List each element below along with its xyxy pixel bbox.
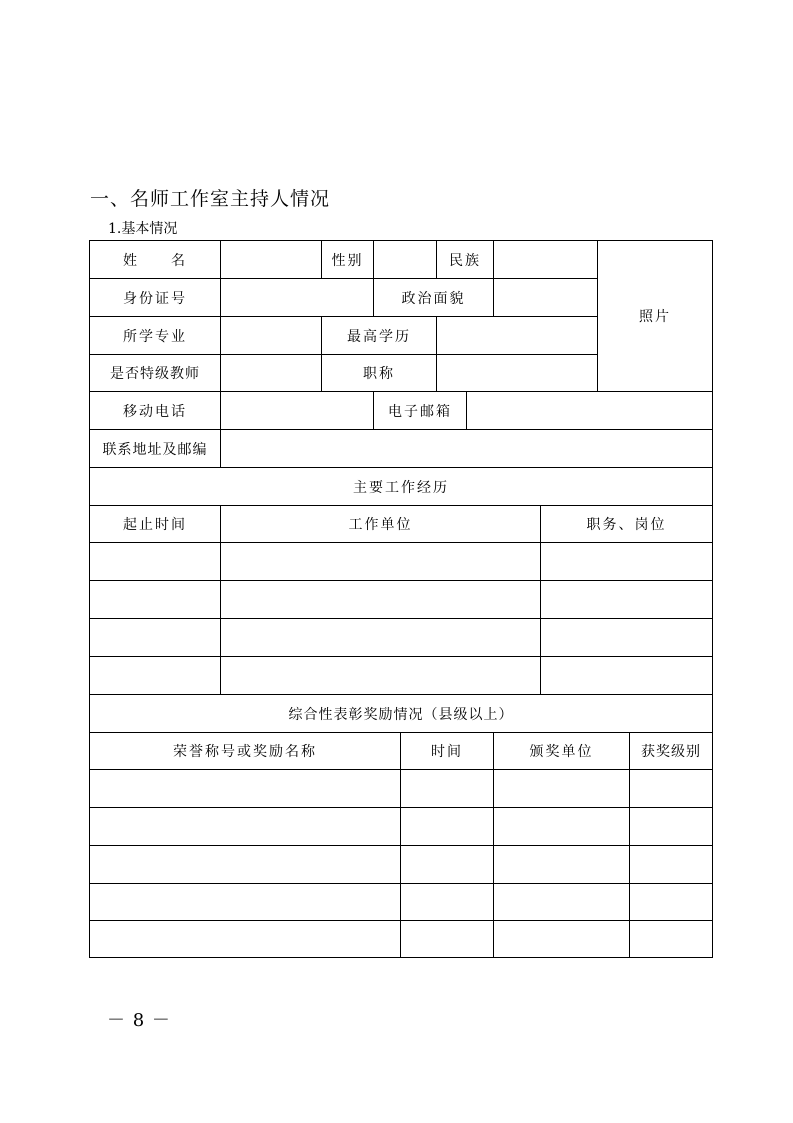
photo-box[interactable]: 照片 [639, 309, 671, 325]
work-period-cell[interactable] [90, 581, 220, 618]
id-number-field[interactable] [221, 279, 373, 316]
award-level-cell[interactable] [630, 846, 712, 883]
award-level-cell[interactable] [630, 808, 712, 845]
name-label: 姓 名 [123, 252, 187, 269]
award-time-cell[interactable] [401, 921, 493, 957]
major-field[interactable] [221, 317, 321, 354]
mobile-field[interactable] [221, 392, 373, 429]
email-field[interactable] [467, 392, 712, 429]
work-employer-cell[interactable] [221, 619, 540, 656]
work-period-cell[interactable] [90, 543, 220, 580]
education-label: 最高学历 [347, 328, 411, 345]
ethnicity-label: 民族 [449, 252, 481, 269]
id-number-label: 身份证号 [123, 290, 187, 307]
award-issuer-header: 颁奖单位 [529, 744, 594, 760]
work-period-cell[interactable] [90, 657, 220, 694]
award-level-cell[interactable] [630, 770, 712, 807]
award-time-cell[interactable] [401, 884, 493, 920]
work-employer-header: 工作单位 [348, 517, 413, 533]
awards-title: 综合性表彰奖励情况（县级以上） [288, 706, 514, 723]
award-time-cell[interactable] [401, 770, 493, 807]
page-number: － 8 － [107, 1010, 171, 1031]
award-issuer-cell[interactable] [494, 884, 629, 920]
special-teacher-label: 是否特级教师 [110, 366, 200, 382]
award-level-cell[interactable] [630, 884, 712, 920]
work-position-cell[interactable] [541, 619, 712, 656]
email-label: 电子邮箱 [388, 403, 452, 420]
address-field[interactable] [221, 430, 712, 467]
host-info-form [89, 240, 713, 958]
work-position-header: 职务、岗位 [586, 517, 667, 533]
work-employer-cell[interactable] [221, 581, 540, 618]
gender-field[interactable] [374, 241, 436, 278]
professional-title-label: 职称 [363, 366, 395, 382]
name-field[interactable] [221, 241, 321, 278]
award-issuer-cell[interactable] [494, 770, 629, 807]
award-name-cell[interactable] [90, 921, 400, 957]
work-position-cell[interactable] [541, 543, 712, 580]
work-period-header: 起止时间 [123, 517, 187, 533]
address-label: 联系地址及邮编 [102, 441, 208, 458]
professional-title-field[interactable] [437, 355, 597, 391]
award-time-cell[interactable] [401, 808, 493, 845]
political-status-field[interactable] [494, 279, 597, 316]
gender-label: 性别 [331, 252, 364, 269]
award-name-cell[interactable] [90, 884, 400, 920]
award-name-cell[interactable] [90, 808, 400, 845]
award-name-cell[interactable] [90, 846, 400, 883]
award-name-header: 荣誉称号或奖励名称 [173, 744, 317, 760]
work-position-cell[interactable] [541, 581, 712, 618]
award-issuer-cell[interactable] [494, 808, 629, 845]
award-issuer-cell[interactable] [494, 921, 629, 957]
work-employer-cell[interactable] [221, 657, 540, 694]
work-employer-cell[interactable] [221, 543, 540, 580]
award-issuer-cell[interactable] [494, 846, 629, 883]
award-level-cell[interactable] [630, 921, 712, 957]
work-period-cell[interactable] [90, 619, 220, 656]
mobile-label: 移动电话 [123, 403, 187, 420]
award-level-header: 获奖级别 [641, 744, 701, 760]
special-teacher-field[interactable] [221, 355, 321, 391]
work-history-title: 主要工作经历 [353, 479, 449, 496]
award-time-header: 时间 [431, 744, 463, 760]
education-field[interactable] [437, 317, 597, 354]
award-name-cell[interactable] [90, 770, 400, 807]
award-time-cell[interactable] [401, 846, 493, 883]
ethnicity-field[interactable] [494, 241, 597, 278]
major-label: 所学专业 [123, 328, 187, 345]
political-status-label: 政治面貌 [401, 290, 466, 307]
subsection-title: 1.基本情况 [108, 221, 178, 237]
section-title: 一、名师工作室主持人情况 [90, 188, 331, 210]
work-position-cell[interactable] [541, 657, 712, 694]
